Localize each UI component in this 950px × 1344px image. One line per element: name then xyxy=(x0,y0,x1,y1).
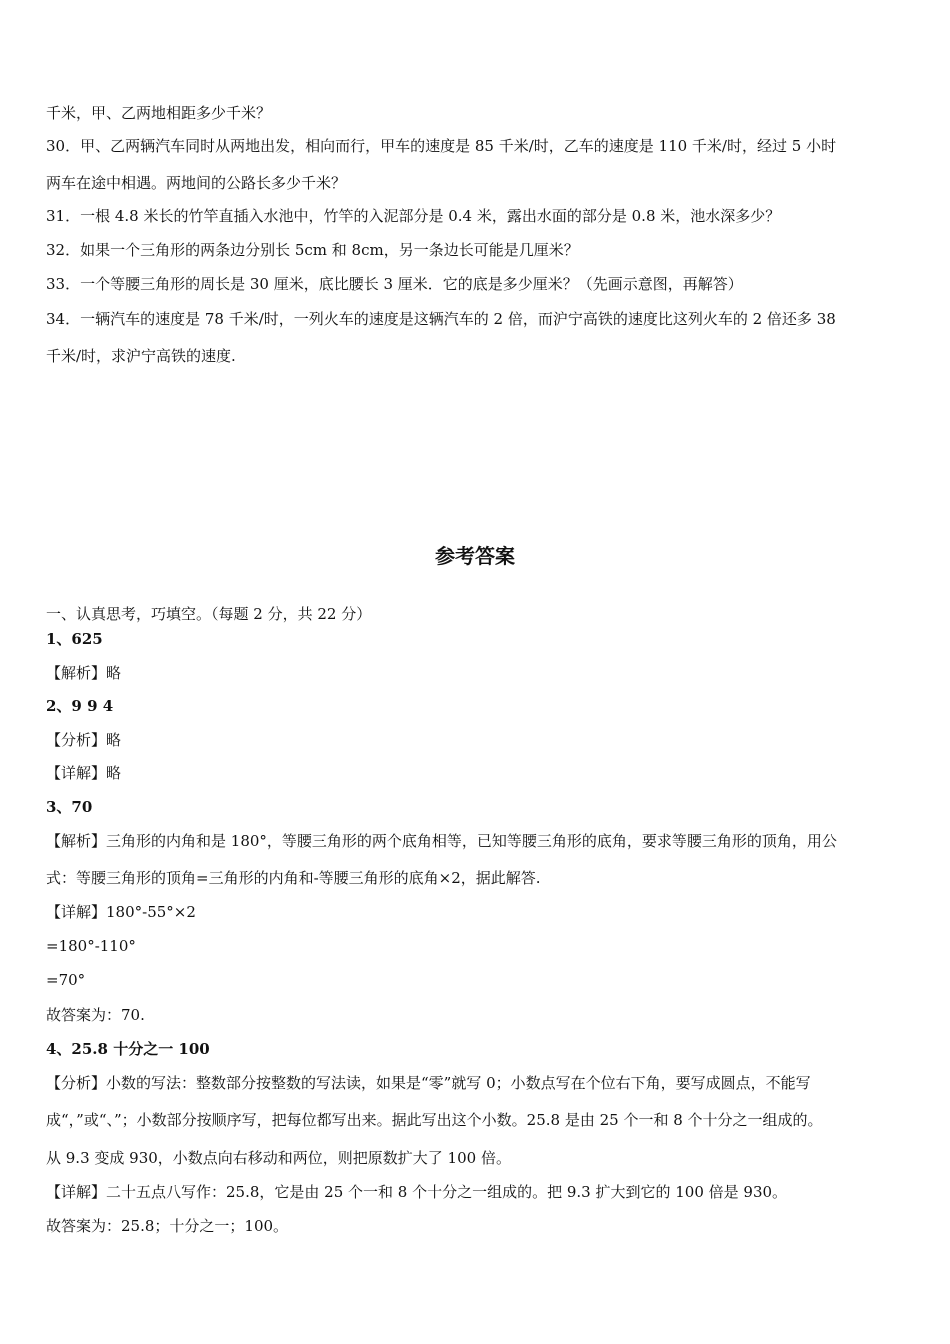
answer-3-step-1: =180°-110° xyxy=(46,937,136,955)
answer-1-analysis: 【解析】略 xyxy=(46,664,122,682)
question-31: 31．一根 4.8 米长的竹竿直插入水池中，竹竿的入泥部分是 0.4 米，露出水面的部分是 0.8 米，池水深多少？ xyxy=(46,207,781,225)
question-34-line-1: 34．一辆汽车的速度是 78 千米/时，一列火车的速度是这辆汽车的 2 倍，而沪宁高铁的速度比这列火车的 2 倍还多 38 xyxy=(46,310,836,328)
answer-3-analysis-line-2: 式：等腰三角形的顶角=三角形的内角和-等腰三角形的底角×2，据此解答. xyxy=(46,869,541,887)
answer-2-analysis: 【分析】略 xyxy=(46,731,122,749)
question-29-continuation: 千米，甲、乙两地相距多少千米？ xyxy=(46,104,272,122)
answer-3-conclusion: 故答案为：70. xyxy=(46,1006,145,1024)
answer-4-analysis-line-3: 从 9.3 变成 930，小数点向右移动和两位，则把原数扩大了 100 倍。 xyxy=(46,1149,511,1167)
answer-4: 4、25.8 十分之一 100 xyxy=(46,1040,210,1058)
answers-title: 参考答案 xyxy=(435,544,515,568)
answer-2: 2、9 9 4 xyxy=(46,697,114,715)
answer-3: 3、70 xyxy=(46,798,93,816)
question-30-line-2: 两车在途中相遇。两地间的公路长多少千米？ xyxy=(46,174,347,192)
answer-4-detail: 【详解】二十五点八写作：25.8，它是由 25 个一和 8 个十分之一组成的。把 9.3 扩大到它的 100 倍是 930。 xyxy=(46,1183,788,1201)
answer-4-analysis-line-2: 成“，”或“、”；小数部分按顺序写，把每位都写出来。据此写出这个小数。25.8 是由 25 个一和 8 个十分之一组成的。 xyxy=(46,1111,823,1129)
answer-2-detail: 【详解】略 xyxy=(46,764,122,782)
question-34-line-2: 千米/时，求沪宁高铁的速度. xyxy=(46,347,236,365)
answer-3-analysis-line-1: 【解析】三角形的内角和是 180°，等腰三角形的两个底角相等，已知等腰三角形的底角，要求等腰三角形的顶角，用公 xyxy=(46,832,837,850)
question-30-line-1: 30．甲、乙两辆汽车同时从两地出发，相向而行，甲车的速度是 85 千米/时，乙车的速度是 110 千米/时，经过 5 小时 xyxy=(46,137,837,155)
answer-1: 1、625 xyxy=(46,630,103,648)
answer-3-step-2: =70° xyxy=(46,971,86,989)
question-32: 32．如果一个三角形的两条边分别长 5cm 和 8cm，另一条边长可能是几厘米？ xyxy=(46,241,579,259)
question-33: 33．一个等腰三角形的周长是 30 厘米，底比腰长 3 厘米．它的底是多少厘米？（先画示意图，再解答） xyxy=(46,275,743,293)
answer-4-conclusion: 故答案为：25.8；十分之一；100。 xyxy=(46,1217,289,1235)
answer-4-analysis-line-1: 【分析】小数的写法：整数部分按整数的写法读，如果是“零”就写 0；小数点写在个位右下角，要写成圆点，不能写 xyxy=(46,1074,811,1092)
section-1-heading: 一、认真思考，巧填空。（每题 2 分，共 22 分） xyxy=(46,605,372,623)
answer-3-detail: 【详解】180°-55°×2 xyxy=(46,903,196,921)
